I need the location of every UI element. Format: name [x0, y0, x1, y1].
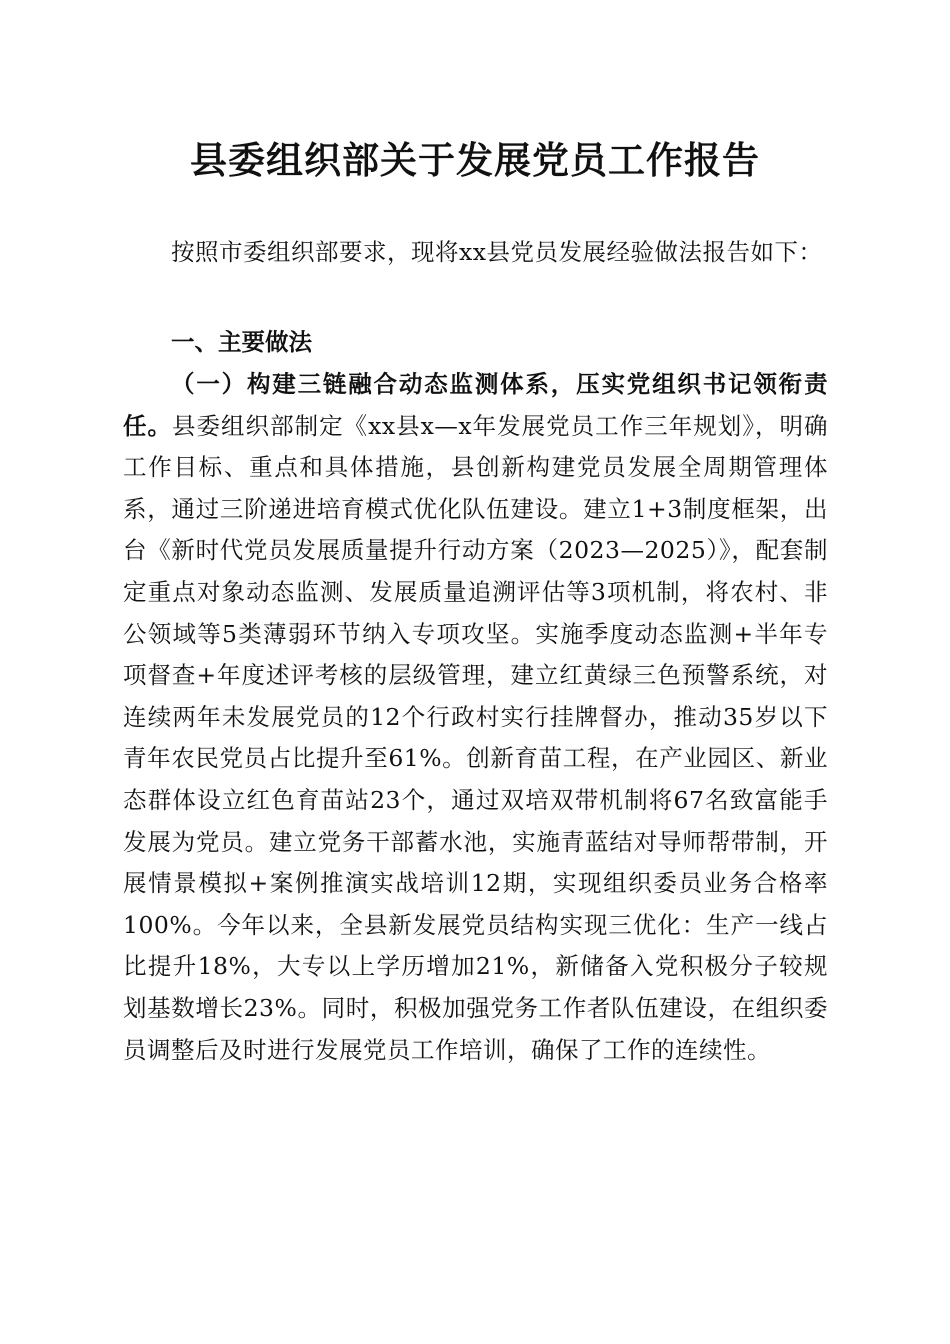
document-title: 县委组织部关于发展党员工作报告 [190, 138, 760, 182]
subsection-body: 县委组织部制定《xx县x—x年发展党员工作三年规划》，明确工作目标、重点和具体措施，县创新构建党员发展全周期管理体系，通过三阶递进培育模式优化队伍建设。建立1+3制度框架，出台《新时代党员发展质量提升行动方案（2023—2025）》，配套制定重点对象动态监测、发展质量追溯评估等3项机制，将农村、非公领域等5类薄弱环节纳入专项攻坚。实施季度动态监测+半年专项督查+年度述评考核的层级管理，建立红黄绿三色预警系统，对连续两年未发展党员的12个行政村实行挂牌督办，推动35岁以下青年农民党员占比提升至61%。创新育苗工程，在产业园区、新业态群体设立红色育苗站23个，通过双培双带机制将67名致富能手发展为党员。建立党务干部蓄水池，实施青蓝结对导师帮带制，开展情景模拟+案例推演实战培训12期，实现组织委员业务合格率100%。今年以来，全县新发展党员结构实现三优化：生产一线占比提升18%，大专以上学历增加21%，新储备入党积极分子较规划基数增长23%。同时，积极加强党务工作者队伍建设，在组织委员调整后及时进行发展党员工作培训，确保了工作的连续性。 [123, 411, 829, 1064]
subsection-heading: （一）构建三链融合动态监测体系，压实党组织书记领衔责任。 [123, 370, 828, 440]
section-heading: 一、主要做法 [171, 328, 312, 356]
subsection-paragraph [123, 364, 828, 1071]
intro-paragraph: 按照市委组织部要求，现将xx县党员发展经验做法报告如下： [171, 238, 823, 266]
